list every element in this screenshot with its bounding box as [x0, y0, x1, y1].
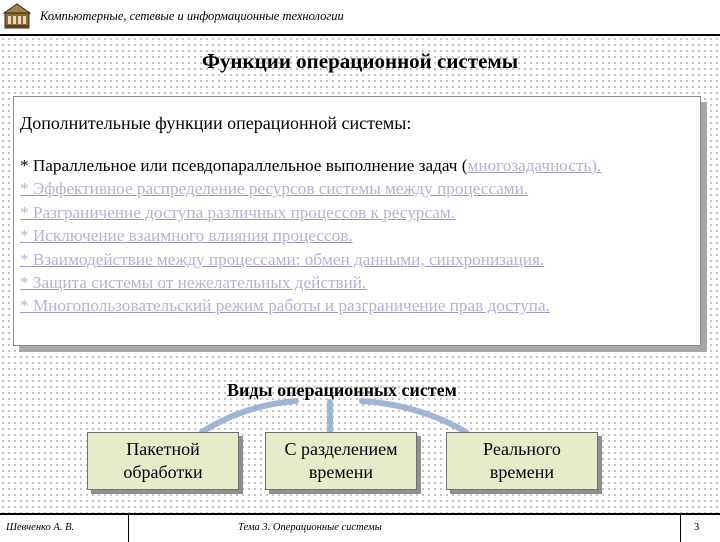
os-type-batch — [87, 432, 239, 490]
footer-divider — [128, 515, 129, 542]
os-type-label: Пакетной обработки — [123, 439, 203, 482]
footer-divider — [680, 515, 681, 542]
slide-title: Функции операционной системы — [201, 49, 519, 73]
function-item-link[interactable]: * Эффективное распределение ресурсов системы между процессами. — [20, 179, 529, 199]
function-item-link[interactable]: * Защита системы от нежелательных действий. — [20, 273, 367, 293]
function-item-link[interactable]: * Взаимодействие между процессами: обмен данными, синхронизация. — [20, 249, 545, 269]
slide-footer — [0, 513, 720, 542]
footer-topic: Тема 3. Операционные системы — [238, 522, 382, 533]
footer-author: Шевченко А. В. — [6, 522, 75, 533]
os-type-label: С разделением времени — [284, 439, 398, 482]
slide-header — [0, 0, 720, 36]
function-item-link[interactable]: * Исключение взаимного влияния процессов. — [20, 226, 353, 246]
function-item — [20, 154, 694, 177]
function-item-link[interactable]: * Разграничение доступа различных процессов к ресурсам. — [20, 202, 456, 222]
building-logo-icon — [3, 2, 31, 30]
connector-right — [362, 401, 466, 432]
os-type-label: Реального времени — [483, 439, 561, 482]
functions-heading: Дополнительные функции операционной системы: — [20, 113, 412, 133]
os-types-label: Виды операционных систем — [227, 380, 457, 400]
os-type-timesharing — [265, 432, 417, 490]
os-type-realtime — [446, 432, 598, 490]
function-item-text: * Параллельное или псевдопараллельное выполнение задач ( — [20, 156, 468, 175]
function-item-link[interactable]: * Многопользовательский режим работы и разграничение прав доступа. — [20, 296, 550, 316]
header-title: Компьютерные, сетевые и информационные технологии — [40, 9, 344, 23]
functions-box — [13, 96, 701, 346]
connector-left — [202, 401, 296, 432]
multitasking-link[interactable]: многозадачность). — [467, 156, 602, 175]
page-number: 3 — [694, 522, 700, 533]
functions-list — [20, 154, 694, 318]
